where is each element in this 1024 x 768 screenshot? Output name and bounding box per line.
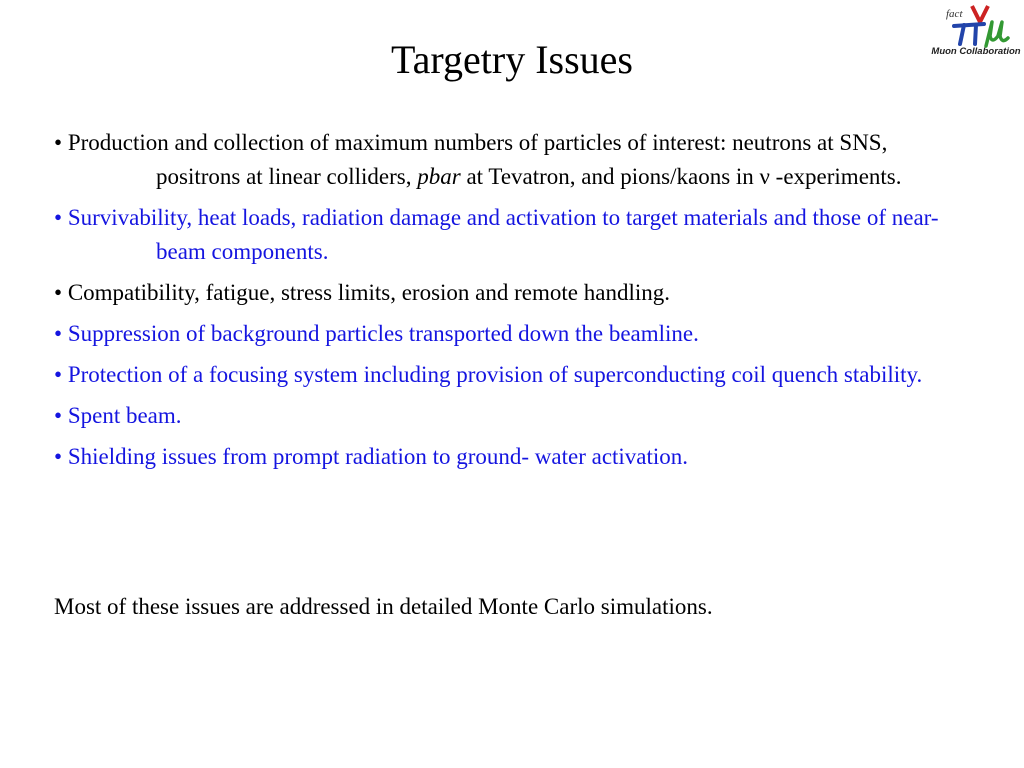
bullet-text: Suppression of background particles transported down the beamline.: [67, 321, 699, 346]
bullet-marker: •: [54, 444, 63, 469]
bullet-marker: •: [54, 205, 63, 230]
bullet-text: Spent beam.: [67, 403, 182, 428]
logo-caption: Muon Collaboration: [931, 46, 1021, 57]
bullet-text: Shielding issues from prompt radiation to ground- water activation.: [67, 444, 689, 469]
bullet-text-emphasis: pbar: [417, 164, 461, 189]
bullet-text: Compatibility, fatigue, stress limits, erosion and remote handling.: [67, 280, 670, 305]
bullet-list: [54, 126, 954, 481]
bullet-item-protection: [54, 358, 954, 392]
bullet-item-survivability: [54, 201, 954, 269]
bullet-item-compatibility: [54, 276, 954, 310]
bullet-item-suppression: [54, 317, 954, 351]
bullet-item-shielding: [54, 440, 954, 474]
logo-fact-text: fact: [946, 8, 963, 20]
bullet-item-production: [54, 126, 954, 194]
bullet-marker: •: [54, 280, 63, 305]
bullet-item-spent-beam: [54, 399, 954, 433]
slide-title: Targetry Issues: [391, 37, 633, 82]
bullet-marker: •: [54, 403, 63, 428]
bullet-marker: •: [54, 130, 63, 155]
bullet-text: Protection of a focusing system including provision of superconducting coil quench stability.: [67, 362, 923, 387]
bullet-text-pre: Production and collection of maximum numbers of particles of interest: neutrons at SNS, positrons at linear colliders,: [67, 130, 888, 189]
nu-pi-mu-logo-icon: [928, 2, 1024, 48]
muon-collaboration-logo: [928, 2, 1024, 64]
bullet-marker: •: [54, 321, 63, 346]
bullet-text: Survivability, heat loads, radiation damage and activation to target materials and those of near-beam components.: [67, 205, 939, 264]
bullet-text-post: at Tevatron, and pions/kaons in ν -experiments.: [460, 164, 902, 189]
bullet-marker: •: [54, 362, 63, 387]
closing-statement: Most of these issues are addressed in detailed Monte Carlo simulations.: [54, 594, 713, 619]
